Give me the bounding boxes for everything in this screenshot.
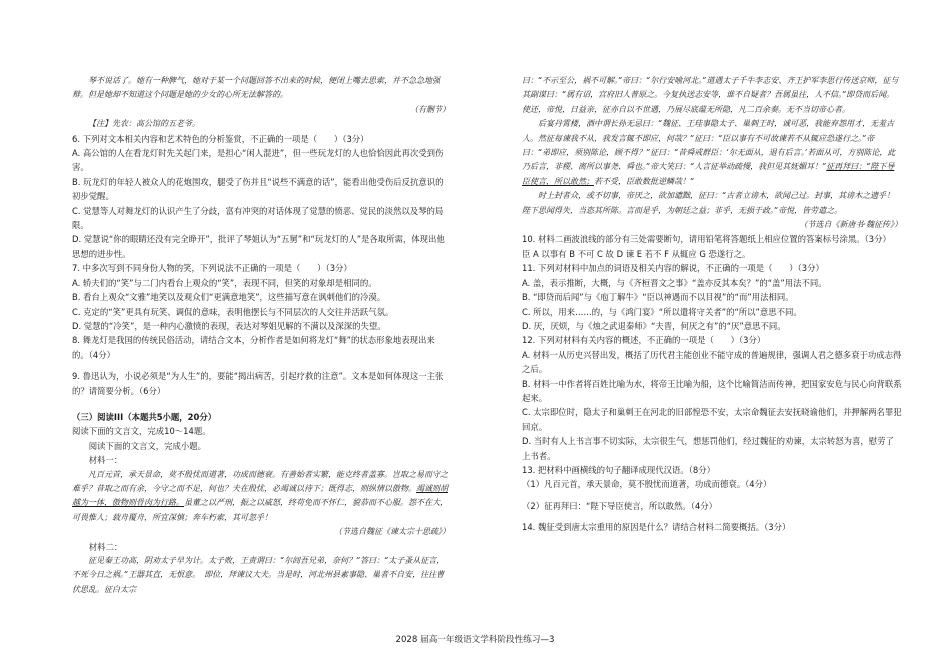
q12-option-b: B. 材料一中作者将百姓比喻为水，将帝王比喻为船，这个比喻简洁而传神，把国家安危与民心向背联系起来。: [522, 378, 902, 403]
question-6: 6. 下列对文本相关内容和艺术特色的分析鉴赏，不正确的一项是（ ）（3分）: [72, 133, 369, 144]
material-2-text: 征见秦王功高，阴劝太子早为计。太子败，王责谓曰：“尔闾吾兄弟，奈何？”答曰：“太子蚤从征言，不死今日之祸。”王器其直，无恨意。 即位，拜谏议大夫。当是时，河北州县素事隐、巢者不自安，往往曹伏思乱。征白太宗: [72, 556, 445, 594]
q11-option-a: A. 盖，表示推断，大概，与《齐桓晋文之事》“盖亦反其本矣？”的“盖”用法不同。: [522, 277, 827, 288]
q7-option-a: A. 轿夫们的“笑”与二门内看台上观众的“笑”，表现不同，但笑的对象却是相同的。: [72, 277, 377, 288]
question-8: 8. 舞龙灯是我国的传统民俗活动，请结合文本，分析作者是如何将龙灯“舞”的状态形象地表现出来的。（4分）: [72, 335, 435, 360]
material-1-text: [72, 468, 450, 526]
q6-option-a: A. 高公馆的人在看龙灯时先关起门来，是担心“闲人混进”，但一些玩龙灯的人也恰恰因此再次受到伤害。: [72, 148, 444, 173]
question-7: 7. 中多次写到不同身份人物的笑，下列说法不正确的一项是（ ）（3分）: [72, 263, 352, 274]
question-13: 13. 把材料中画横线的句子翻译成现代汉语。（8分）: [522, 464, 715, 475]
question-10: 10. 材料二画波浪线的部分有三处需要断句，请用铅笔将答题纸上相应位置的答案标号涂黑。（3分）: [522, 234, 891, 245]
material-1-source: （节选自魏征《谏太宗十思疏》）: [334, 527, 450, 537]
q11-option-b: B. “即贷而后闻”与《庖丁解牛》“臣以神遇而不以目视”的“而”用法相同。: [522, 292, 794, 303]
q12-option-a: A. 材料一从历史兴替出发，概括了历代君主能创业不能守成的普遍规律，强调人君之德多衰于功成志得之后。: [522, 349, 902, 375]
answer-space: [522, 513, 902, 520]
q7-option-b: B. 看台上观众“文雅”地笑以及观众们“更满意地笑”，这些描写意在讽刺他们的冷漠。: [72, 292, 386, 303]
q7-option-d: D. 觉慧的“冷笑”，是一种内心激愤的表现，表达对琴姐见解的不满以及深深的失望。: [72, 320, 386, 331]
story-paragraph: 琴不说话了。她有一种脾气，她对于某一个问题回答不出来的时候，便闭上嘴去思索，并不急急地强辩。但是她却不知道这个问题是她的少女的心所无法解答的。: [72, 76, 440, 100]
q7-option-c: C. 克定的“笑”更具有玩笑、调侃的意味，表明他摆长与不同层次的人交往并活跃气氛。: [72, 306, 394, 317]
material-1-text-b: 虽董之以严刑，振之以威怒，终苟免而不怀仁，貌恭而不心服。怨不在大，可畏惟人；载舟覆舟，所宜深慎；奔车朽索，其可忽乎！: [72, 498, 448, 522]
material-1-text-a: 凡百元首，承天景命，莫不殷忧而道著，功成而德衰。有善始者实繁，能克终者盖寡。岂取之易而守之难乎？昔取之而有余，今守之而不足，何也？夫在殷忧，必竭诚以待下；既得志，则纵情以傲物。: [72, 469, 448, 493]
q12-option-d: D. 当时有人上书言事不切实际，太宗很生气，想惩罚他们，经过魏征的劝谏，太宗转怒为喜，慰劳了上书者。: [522, 436, 894, 461]
right-column: [522, 74, 902, 535]
material-2-continued: 曰：“不示至公，祸不可解。”帝曰：“尔行安喻河北。”道遇太子千牛李志安、齐王护军李思行传送京师，征与其副谋曰：“属有诏，宫府旧人普原之。今复执送志安等，谁不自疑者？吾属虽往，人不信。”即贷而后闻。使还，帝悦，日益亲，征亦自以不世遇，乃展尽底蕴无所隐，凡二百余奏。无不当切帝心者。: [522, 76, 899, 114]
section-3-intro: 阅读下面的文言文，完成10～14题。: [72, 426, 211, 437]
story-source: （有删节）: [410, 104, 450, 114]
question-14: 14. 魏征受到唐太宗重用的原因是什么？请结合材料二简要概括。（3分）: [522, 522, 791, 533]
material-2-paragraph-2-a: 后宴丹霄楼，酒中谓长孙无忌曰：“魏征、王珪事隐太子、巢刺王时，诚可恶，我能弃怨用才，无羞古人。然征每谏我不从，我发言辄不即应，何哉？”征曰：“臣以事有不可故谏若不从辄应恐遂行之。”帝曰：“弟即应，须别陈论，顾不得？”征曰：“昔舜戒群臣：‘尔无面从，退有后言。’若面从可，方别陈论，此乃后言，非稷、离所以事尧、舜也。”帝大笑曰：“人言征举动疏慢，我但见其妩媚耳！”: [522, 119, 896, 172]
material-2-source: （节选自《新唐书·魏征传》）: [799, 220, 902, 230]
material-1-label: 材料一：: [88, 455, 123, 466]
q6-option-d: D. 觉慧说“你的眼睛还没有完全睁开”，批评了琴姐认为“五舅”和“玩龙灯的人”是各取所需，体现出他思想的进步性。: [72, 234, 445, 259]
question-11: 11. 下列对材料中加点的词语及相关内容的解说，不正确的一项是（ ）（3分）: [522, 263, 824, 274]
q6-option-c: C. 觉慧等人对舞龙灯的认识产生了分歧，富有冲突的对话体现了觉慧的愤恶、觉民的淡然以及琴的局限。: [72, 205, 444, 231]
answer-space: [72, 362, 450, 369]
material-2-paragraph-3: 时上封者众，或不切事，帝厌之，欲加谴黜，征曰：“古者立谤木，欲闻己过。封事，其谤木之遗乎！陛下思闻得失，当恣其所陈。言而是乎，为朝廷之益；非乎，无损于政。”帝悦，皆劳遣之。: [522, 191, 895, 215]
q13-part-1: （1）凡百元首，承天景命，莫不殷忧而道著，功成而德衰。（4分）: [522, 479, 772, 490]
q11-option-c: C. 所以，用来……的，与《鸿门宴》“所以遣将守关者”的“所以”意思不同。: [522, 306, 802, 317]
q11-option-d: D. 厌，厌烦，与《烛之武退秦师》“夫晋，何厌之有”的“厌”意思不同。: [522, 320, 786, 331]
material-2-paragraph-2-b: 若不受，臣敢数批逆鳞哉！”: [594, 176, 695, 186]
material-2-label: 材料二：: [88, 541, 123, 552]
annotation-note: 【注】先农：高公馆的五老爷。: [88, 119, 200, 129]
section-3-title: （三）阅读III（本题共5小题，20分）: [72, 411, 217, 422]
left-column: [72, 74, 450, 597]
q12-option-c: C. 太宗即位时，隐太子和巢刺王在河北的旧部惶恐不安，太宗命魏征去安抚晓谕他们，并押解两名罪犯回京。: [522, 407, 902, 432]
q13-part-2: （2）征再拜曰：“陛下导臣使言，所以敢然。（4分）: [522, 500, 718, 511]
section-3-subintro: 阅读下面的文言文，完成小题。: [88, 440, 207, 451]
answer-space: [522, 492, 902, 499]
underlined-sentence: 竭诚则胡越为一体，傲物则骨肉为行路。: [72, 483, 448, 508]
question-12: 12. 下列对材料有关内容的概述，不正确的一项是（ ）（3分）: [522, 335, 766, 346]
question-9: 9. 鲁迅认为，小说必须是“为人生”的，要能“揭出病苦，引起疗救的注意”。文本是如何体现这一主张的？请简要分析。（6分）: [72, 371, 444, 396]
material-2-paragraph-2: [522, 117, 902, 189]
underlined-sentence: 征再拜曰：“陛下导臣使言，所以敢然；: [522, 162, 895, 186]
page-footer: 2028 届高一年级语文学科阶段性练习—3: [395, 635, 555, 645]
answer-space: [72, 398, 450, 410]
q10-sentence: 臣 A 以事有 B 不可 C 故 D 谏 E 若不 F 从辄应 G 恐遂行之。: [522, 248, 751, 259]
q6-option-b: B. 玩龙灯的年轻人被众人的花炮围攻，腿受了伤并且“说些不满意的话”，能看出他受伤后反抗意识的初步觉醒。: [72, 176, 444, 202]
